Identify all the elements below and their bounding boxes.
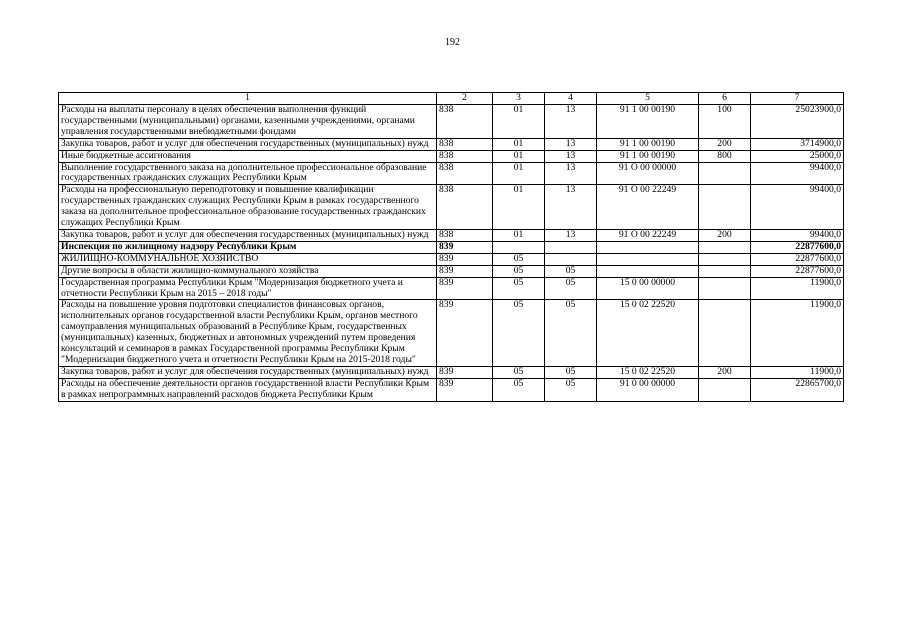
cell-amount: 22877600,0 xyxy=(751,241,844,253)
cell-ministry-code: 838 xyxy=(437,150,493,162)
cell-subsection: 05 xyxy=(545,277,597,300)
cell-ministry-code: 839 xyxy=(437,378,493,401)
cell-target-article: 91 0 00 00000 xyxy=(597,378,699,401)
cell-target-article xyxy=(597,241,699,253)
cell-section: 05 xyxy=(493,265,545,277)
page-number: 192 xyxy=(445,37,460,48)
cell-subsection xyxy=(545,241,597,253)
cell-name: Инспекция по жилищному надзору Республики Крым xyxy=(59,241,437,253)
cell-ministry-code: 838 xyxy=(437,185,493,230)
cell-name: Иные бюджетные ассигнования xyxy=(59,150,437,162)
cell-subsection: 13 xyxy=(545,185,597,230)
cell-target-article: 91 1 00 00190 xyxy=(597,105,699,139)
cell-target-article: 91 1 00 00190 xyxy=(597,138,699,150)
cell-amount: 25000,0 xyxy=(751,150,844,162)
budget-table xyxy=(58,92,844,402)
cell-amount: 22877600,0 xyxy=(751,253,844,265)
cell-name: Другие вопросы в области жилищно-коммунального хозяйства xyxy=(59,265,437,277)
cell-subsection: 05 xyxy=(545,265,597,277)
table-row xyxy=(59,241,844,253)
cell-target-article: 15 0 00 00000 xyxy=(597,277,699,300)
cell-expense-type: 200 xyxy=(699,229,751,241)
cell-amount: 22877600,0 xyxy=(751,265,844,277)
cell-section: 01 xyxy=(493,185,545,230)
cell-target-article xyxy=(597,265,699,277)
cell-ministry-code: 838 xyxy=(437,105,493,139)
table-row xyxy=(59,150,844,162)
cell-subsection: 13 xyxy=(545,105,597,139)
table-row xyxy=(59,185,844,230)
table-row xyxy=(59,277,844,300)
cell-name: Закупка товаров, работ и услуг для обеспечения государственных (муниципальных) нужд xyxy=(59,138,437,150)
cell-amount: 11900,0 xyxy=(751,300,844,366)
cell-name: Выполнение государственного заказа на дополнительное профессиональное образование государственных гражданских служащих Республики Крым xyxy=(59,162,437,185)
cell-amount: 25023900,0 xyxy=(751,105,844,139)
cell-target-article: 91 1 00 00190 xyxy=(597,150,699,162)
cell-expense-type xyxy=(699,253,751,265)
cell-expense-type xyxy=(699,265,751,277)
cell-ministry-code: 839 xyxy=(437,253,493,265)
cell-name: ЖИЛИЩНО-КОММУНАЛЬНОЕ ХОЗЯЙСТВО xyxy=(59,253,437,265)
cell-ministry-code: 839 xyxy=(437,277,493,300)
cell-target-article: 91 О 00 22249 xyxy=(597,185,699,230)
cell-name: Закупка товаров, работ и услуг для обеспечения государственных (муниципальных) нужд xyxy=(59,366,437,378)
cell-section: 05 xyxy=(493,253,545,265)
cell-amount: 22865700,0 xyxy=(751,378,844,401)
column-header: 7 xyxy=(751,93,844,105)
cell-ministry-code: 838 xyxy=(437,138,493,150)
cell-name: Расходы на профессиональную переподготовку и повышение квалификации государственных гражданских служащих Республики Крым в рамках государственного заказа на дополнительное профессиональное образование государственных гражданских служащих Республики Крым xyxy=(59,185,437,230)
cell-expense-type: 200 xyxy=(699,366,751,378)
cell-section: 01 xyxy=(493,162,545,185)
cell-target-article: 91 О 00 00000 xyxy=(597,162,699,185)
column-header: 1 xyxy=(59,93,437,105)
cell-ministry-code: 838 xyxy=(437,229,493,241)
header-row xyxy=(59,93,844,105)
cell-expense-type xyxy=(699,162,751,185)
cell-ministry-code: 839 xyxy=(437,241,493,253)
cell-section: 01 xyxy=(493,229,545,241)
cell-section: 01 xyxy=(493,105,545,139)
cell-section: 05 xyxy=(493,277,545,300)
table-row xyxy=(59,162,844,185)
cell-name: Расходы на повышение уровня подготовки специалистов финансовых органов, исполнительных органов государственной власти Республики Крым, органов местного самоуправления муниципальных образований в Республике Крым, государственных (муниципальных) казенных, бюджетных и автономных учреждений путем проведения консультаций и семинаров в рамках Государственной программы Республики Крым "Модернизация бюджетного учета и отчетности Республики Крым на 2015-2018 годы" xyxy=(59,300,437,366)
cell-section: 05 xyxy=(493,378,545,401)
cell-subsection xyxy=(545,253,597,265)
cell-amount: 11900,0 xyxy=(751,277,844,300)
cell-target-article: 15 0 02 22520 xyxy=(597,366,699,378)
cell-expense-type xyxy=(699,185,751,230)
cell-subsection: 13 xyxy=(545,138,597,150)
table-row xyxy=(59,105,844,139)
table-row xyxy=(59,253,844,265)
cell-expense-type xyxy=(699,241,751,253)
cell-amount: 11900,0 xyxy=(751,366,844,378)
column-header: 4 xyxy=(545,93,597,105)
table-row xyxy=(59,300,844,366)
cell-expense-type: 800 xyxy=(699,150,751,162)
cell-ministry-code: 839 xyxy=(437,300,493,366)
cell-amount: 99400,0 xyxy=(751,185,844,230)
table-body xyxy=(59,105,844,402)
cell-subsection: 13 xyxy=(545,150,597,162)
cell-section: 01 xyxy=(493,150,545,162)
cell-name: Государственная программа Республики Крым "Модернизация бюджетного учета и отчетности Республики Крым на 2015 – 2018 годы" xyxy=(59,277,437,300)
cell-expense-type xyxy=(699,300,751,366)
table-row xyxy=(59,229,844,241)
column-header: 5 xyxy=(597,93,699,105)
cell-expense-type: 200 xyxy=(699,138,751,150)
cell-subsection: 05 xyxy=(545,366,597,378)
cell-subsection: 05 xyxy=(545,378,597,401)
cell-section: 05 xyxy=(493,366,545,378)
cell-target-article: 15 0 02 22520 xyxy=(597,300,699,366)
table-row xyxy=(59,138,844,150)
cell-expense-type: 100 xyxy=(699,105,751,139)
cell-expense-type xyxy=(699,378,751,401)
table-row xyxy=(59,378,844,401)
column-header: 2 xyxy=(437,93,493,105)
cell-ministry-code: 839 xyxy=(437,265,493,277)
cell-amount: 3714900,0 xyxy=(751,138,844,150)
cell-section: 01 xyxy=(493,138,545,150)
cell-target-article xyxy=(597,253,699,265)
cell-amount: 99400,0 xyxy=(751,229,844,241)
cell-subsection: 13 xyxy=(545,229,597,241)
column-header: 6 xyxy=(699,93,751,105)
table-row xyxy=(59,366,844,378)
table-row xyxy=(59,265,844,277)
cell-ministry-code: 838 xyxy=(437,162,493,185)
cell-target-article: 91 О 00 22249 xyxy=(597,229,699,241)
cell-name: Расходы на выплаты персоналу в целях обеспечения выполнения функций государственными (муниципальными) органами, казенными учреждениями, органами управления государственными внебюджетными фондами xyxy=(59,105,437,139)
cell-section xyxy=(493,241,545,253)
cell-name: Расходы на обеспечение деятельности органов государственной власти Республики Крым в рамках непрограммных направлений расходов бюджета Республики Крым xyxy=(59,378,437,401)
cell-subsection: 05 xyxy=(545,300,597,366)
cell-subsection: 13 xyxy=(545,162,597,185)
cell-ministry-code: 839 xyxy=(437,366,493,378)
cell-name: Закупка товаров, работ и услуг для обеспечения государственных (муниципальных) нужд xyxy=(59,229,437,241)
column-header: 3 xyxy=(493,93,545,105)
cell-expense-type xyxy=(699,277,751,300)
cell-section: 05 xyxy=(493,300,545,366)
cell-amount: 99400,0 xyxy=(751,162,844,185)
